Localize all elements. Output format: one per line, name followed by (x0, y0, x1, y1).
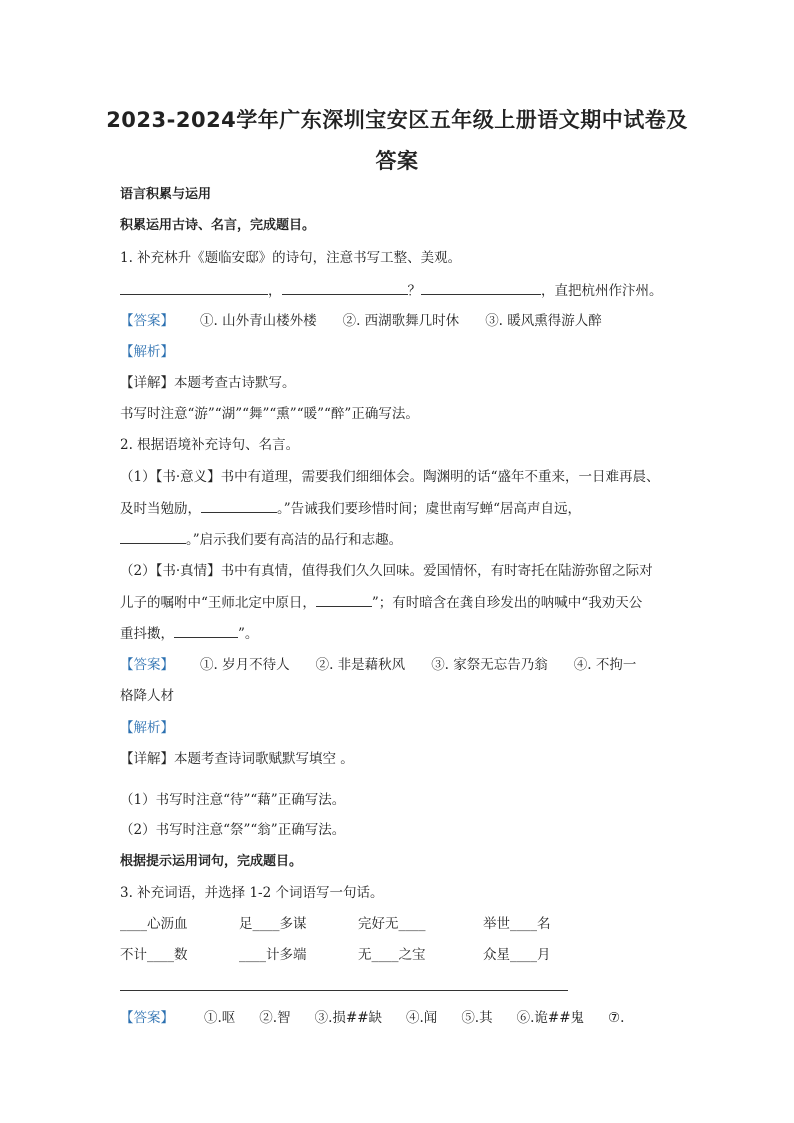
idiom-cell: 足____多谋 (239, 916, 307, 932)
idiom-cell: 不计____数 (120, 947, 188, 963)
idiom-cell: ____计多端 (239, 947, 307, 963)
answer-label: 【答案】 (120, 313, 174, 329)
text: ”；有时暗含在龚自珍发出的呐喊中“我劝天公 (371, 595, 643, 611)
answer-item: ④. 不拘一 (573, 657, 637, 673)
question-2-stem: 2. 根据语境补充诗句、名言。 (120, 437, 300, 453)
blank[interactable] (120, 529, 186, 544)
blank[interactable] (316, 592, 372, 607)
answer-item: ①. 山外青山楼外楼 (200, 313, 317, 329)
question-2-part2-line3 (120, 623, 258, 644)
answer-item: ③. 家祭无忘告乃翁 (431, 657, 548, 673)
note-text-2: （2）书写时注意“祭”“翁”正确写法。 (120, 822, 346, 838)
note-text-1: （1）书写时注意“待”“藉”正确写法。 (120, 792, 346, 808)
question-2-part1-line1: （1）【书·意义】书中有道理，需要我们细细体会。陶渊明的话“盛年不重来，一日难再晨、 (120, 469, 660, 485)
blank[interactable] (201, 498, 277, 513)
text: 。”启示我们要有高洁的品行和志趣。 (186, 532, 403, 548)
section-subheading: 根据提示运用词句，完成题目。 (120, 854, 303, 869)
question-1-stem: 1. 补充林升《题临安邸》的诗句，注意书写工整、美观。 (120, 250, 462, 266)
answer-item: ①.呕 (204, 1010, 236, 1026)
text: 。”告诫我们要珍惜时间；虞世南写蝉“居高声自远， (277, 501, 582, 517)
punct: ， (268, 283, 282, 299)
detail-text: 【详解】本题考查古诗默写。 (120, 375, 296, 391)
blank[interactable] (421, 280, 541, 295)
verse-tail: ，直把杭州作汴州。 (541, 283, 663, 299)
punct: ？ (407, 283, 421, 299)
answer-item: ③.损##缺 (314, 1010, 383, 1026)
blank[interactable] (120, 280, 268, 295)
analysis-label: 【解析】 (120, 720, 174, 736)
question-3-answer (120, 1008, 624, 1028)
question-2-part1-line2 (120, 498, 581, 519)
answer-item: ⑥.诡##鬼 (516, 1010, 585, 1026)
question-1-answer (120, 311, 602, 331)
idiom-cell: ____心沥血 (120, 916, 188, 932)
answer-item: ②. 非是藉秋风 (315, 657, 406, 673)
answer-item: ⑤.其 (461, 1010, 493, 1026)
idiom-cell: 举世____名 (483, 916, 551, 932)
question-2-part2-line1: （2）【书·真情】书中有真情，值得我们久久回味。爱国情怀，有时寄托在陆游弥留之际对 (120, 563, 653, 579)
section-subheading: 积累运用古诗、名言，完成题目。 (120, 218, 316, 233)
answer-item: ③. 暖风熏得游人醉 (485, 313, 602, 329)
text: 及时当勉励， (120, 501, 201, 517)
text: ”。 (238, 626, 259, 642)
document-title-cont: 答案 (375, 149, 419, 173)
text: 儿子的嘱咐中“王师北定中原日， (120, 595, 316, 611)
question-1-fill-line (120, 280, 663, 301)
question-2-part2-line2 (120, 592, 642, 613)
analysis-label: 【解析】 (120, 344, 174, 360)
document-title: 2023-2024学年广东深圳宝安区五年级上册语文期中试卷及 (106, 108, 688, 132)
answer-item: ④.闻 (406, 1010, 438, 1026)
text: 重抖擞， (120, 626, 174, 642)
answer-label: 【答案】 (120, 1010, 174, 1026)
writing-line[interactable] (120, 990, 568, 991)
note-text: 书写时注意“游”“湖”“舞”“熏”“暖”“醉”正确写法。 (120, 406, 419, 422)
question-2-part1-line3 (120, 529, 402, 550)
answer-item: ②. 西湖歌舞几时休 (342, 313, 460, 329)
detail-text: 【详解】本题考查诗词歌赋默写填空 。 (120, 751, 354, 767)
question-3-stem: 3. 补充词语，并选择 1-2 个词语写一句话。 (120, 885, 384, 901)
question-2-answer (120, 655, 636, 675)
idiom-cell: 无____之宝 (358, 947, 426, 963)
answer-item: ②.智 (259, 1010, 291, 1026)
blank[interactable] (282, 280, 408, 295)
answer-label: 【答案】 (120, 657, 174, 673)
idiom-cell: 众星____月 (483, 947, 551, 963)
blank[interactable] (174, 623, 238, 638)
question-2-answer-cont: 格降人材 (120, 688, 174, 704)
answer-item: ①. 岁月不待人 (200, 657, 290, 673)
answer-item: ⑦. (608, 1010, 625, 1026)
idiom-cell: 完好无____ (358, 916, 426, 932)
section-heading: 语言积累与运用 (120, 187, 212, 202)
